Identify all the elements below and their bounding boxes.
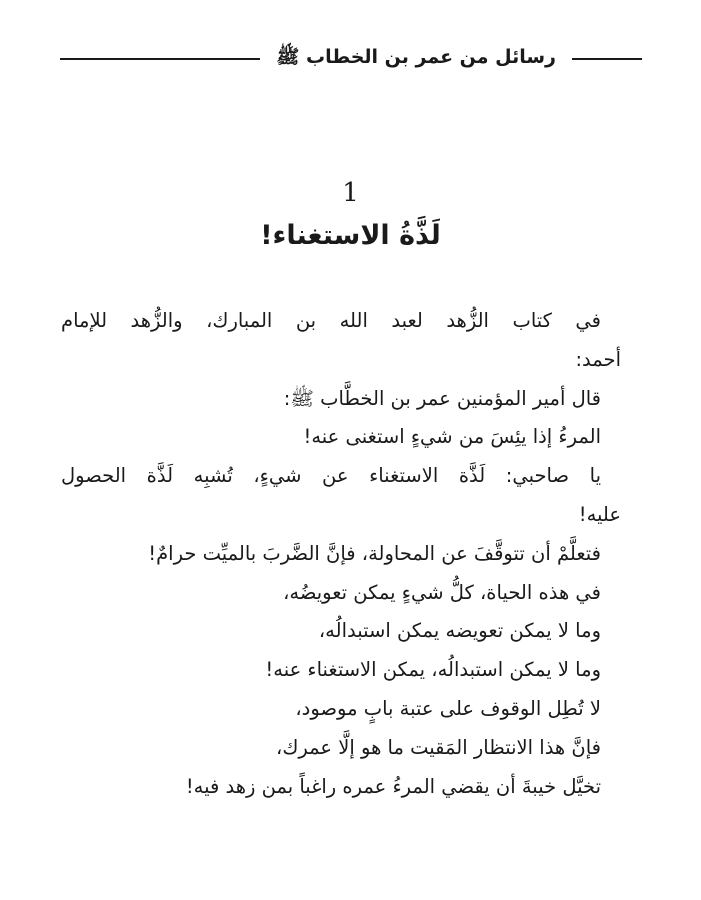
body-line: عليه! — [578, 502, 621, 526]
body-line: أحمد: — [575, 347, 621, 371]
body-line: وما لا يمكن استبدالُه، يمكن الاستغناء عنه! — [265, 658, 601, 682]
chapter-number: 1 — [342, 178, 359, 208]
body-line: في كتاب الزُّهد لعبد الله بن المبارك، والزُّهد للإمام — [61, 309, 601, 332]
body-line: المرءُ إذا يئِسَ من شيءٍ استغنى عنه! — [303, 425, 601, 449]
body-line: في هذه الحياة، كلُّ شيءٍ يمكن تعويضُه، — [283, 580, 601, 604]
running-title: رسائل من عمر بن الخطاب ﷺ — [276, 46, 556, 68]
header-rule-right — [572, 58, 642, 60]
body-line: فتعلَّمْ أن تتوقَّفَ عن المحاولة، فإنَّ الضَّربَ بالميِّت حرامٌ! — [148, 541, 601, 565]
body-line: لا تُطِل الوقوف على عتبة بابٍ موصود، — [295, 696, 601, 720]
body-line: فإنَّ هذا الانتظار المَقيت ما هو إلَّا عمرك، — [276, 735, 601, 759]
body-text — [61, 302, 621, 806]
header-rule-left — [60, 58, 260, 60]
running-header — [60, 44, 642, 74]
body-line: يا صاحبي: لَذَّة الاستغناء عن شيءٍ، تُشبِه لَذَّة الحصول — [61, 464, 601, 488]
body-line: قال أمير المؤمنين عمر بن الخطَّاب ﷺ: — [283, 386, 601, 410]
chapter-title: لَذَّةُ الاستغناء! — [260, 220, 441, 251]
body-line: تخيَّل خيبةَ أن يقضي المرءُ عمره راغباً بمن زهد فيه! — [185, 774, 601, 798]
body-line: وما لا يمكن تعويضه يمكن استبدالُه، — [318, 619, 601, 643]
